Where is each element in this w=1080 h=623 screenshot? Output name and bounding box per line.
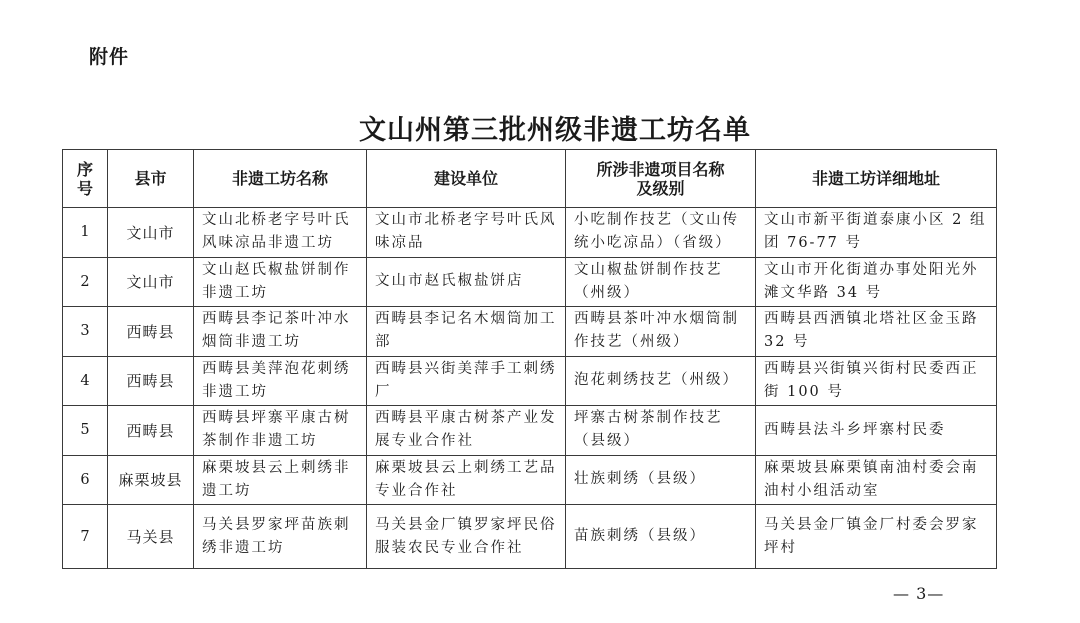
row-project: 苗族刺绣（县级） — [566, 505, 756, 569]
row-index: 7 — [63, 505, 108, 569]
row-address: 文山市新平街道泰康小区 2 组团 76-77 号 — [756, 208, 997, 258]
row-address: 文山市开化街道办事处阳光外滩文华路 34 号 — [756, 257, 997, 307]
table-row — [63, 455, 997, 505]
row-project: 泡花刺绣技艺（州级） — [566, 356, 756, 406]
document-title: 文山州第三批州级非遗工坊名单 — [359, 115, 751, 146]
table-header-row — [63, 150, 997, 208]
row-workshop-name: 马关县罗家坪苗族刺绣非遗工坊 — [194, 505, 367, 569]
attachment-label: 附件 — [89, 46, 130, 68]
header-address: 非遗工坊详细地址 — [756, 150, 997, 208]
row-index: 1 — [63, 208, 108, 258]
row-project: 小吃制作技艺（文山传统小吃凉品）（省级） — [566, 208, 756, 258]
header-index — [63, 150, 108, 208]
table-row — [63, 406, 997, 456]
row-workshop-name: 文山赵氏椒盐饼制作非遗工坊 — [194, 257, 367, 307]
workshop-table — [62, 149, 997, 569]
header-builder: 建设单位 — [367, 150, 566, 208]
row-builder: 麻栗坡县云上刺绣工艺品专业合作社 — [367, 455, 566, 505]
row-project: 文山椒盐饼制作技艺（州级） — [566, 257, 756, 307]
header-project-line1: 所涉非遗项目名称 — [596, 159, 725, 179]
page-number: — 3— — [893, 584, 945, 603]
row-builder: 文山市北桥老字号叶氏风味凉品 — [367, 208, 566, 258]
row-county: 文山市 — [108, 208, 194, 258]
row-workshop-name: 文山北桥老字号叶氏风味凉品非遗工坊 — [194, 208, 367, 258]
row-index: 4 — [63, 356, 108, 406]
header-index-line1: 序 — [76, 159, 93, 179]
row-builder: 西畴县平康古树茶产业发展专业合作社 — [367, 406, 566, 456]
header-county: 县市 — [108, 150, 194, 208]
header-project — [566, 150, 756, 208]
row-index: 5 — [63, 406, 108, 456]
row-project: 西畴县茶叶冲水烟筒制作技艺（州级） — [566, 307, 756, 357]
row-county: 麻栗坡县 — [108, 455, 194, 505]
row-index: 6 — [63, 455, 108, 505]
row-workshop-name: 西畴县李记茶叶冲水烟筒非遗工坊 — [194, 307, 367, 357]
row-builder: 西畴县兴街美萍手工刺绣厂 — [367, 356, 566, 406]
header-index-line2: 号 — [76, 178, 93, 198]
row-workshop-name: 西畴县美萍泡花刺绣非遗工坊 — [194, 356, 367, 406]
row-county: 西畴县 — [108, 307, 194, 357]
row-workshop-name: 西畴县坪寨平康古树茶制作非遗工坊 — [194, 406, 367, 456]
row-county: 西畴县 — [108, 406, 194, 456]
table-row — [63, 356, 997, 406]
row-county: 马关县 — [108, 505, 194, 569]
row-address: 西畴县兴街镇兴街村民委西正街 100 号 — [756, 356, 997, 406]
row-project: 壮族刺绣（县级） — [566, 455, 756, 505]
row-address: 西畴县西洒镇北塔社区金玉路 32 号 — [756, 307, 997, 357]
row-county: 西畴县 — [108, 356, 194, 406]
row-index: 2 — [63, 257, 108, 307]
row-address: 麻栗坡县麻栗镇南油村委会南油村小组活动室 — [756, 455, 997, 505]
row-builder: 西畴县李记名木烟筒加工部 — [367, 307, 566, 357]
row-address: 马关县金厂镇金厂村委会罗家坪村 — [756, 505, 997, 569]
row-index: 3 — [63, 307, 108, 357]
table-row — [63, 257, 997, 307]
row-address: 西畴县法斗乡坪寨村民委 — [756, 406, 997, 456]
table-row — [63, 208, 997, 258]
row-workshop-name: 麻栗坡县云上刺绣非遗工坊 — [194, 455, 367, 505]
row-project: 坪寨古树茶制作技艺（县级） — [566, 406, 756, 456]
row-builder: 文山市赵氏椒盐饼店 — [367, 257, 566, 307]
row-builder: 马关县金厂镇罗家坪民俗服装农民专业合作社 — [367, 505, 566, 569]
header-workshop-name: 非遗工坊名称 — [194, 150, 367, 208]
table-row — [63, 505, 997, 569]
table-row — [63, 307, 997, 357]
header-project-line2: 及级别 — [636, 178, 685, 198]
row-county: 文山市 — [108, 257, 194, 307]
